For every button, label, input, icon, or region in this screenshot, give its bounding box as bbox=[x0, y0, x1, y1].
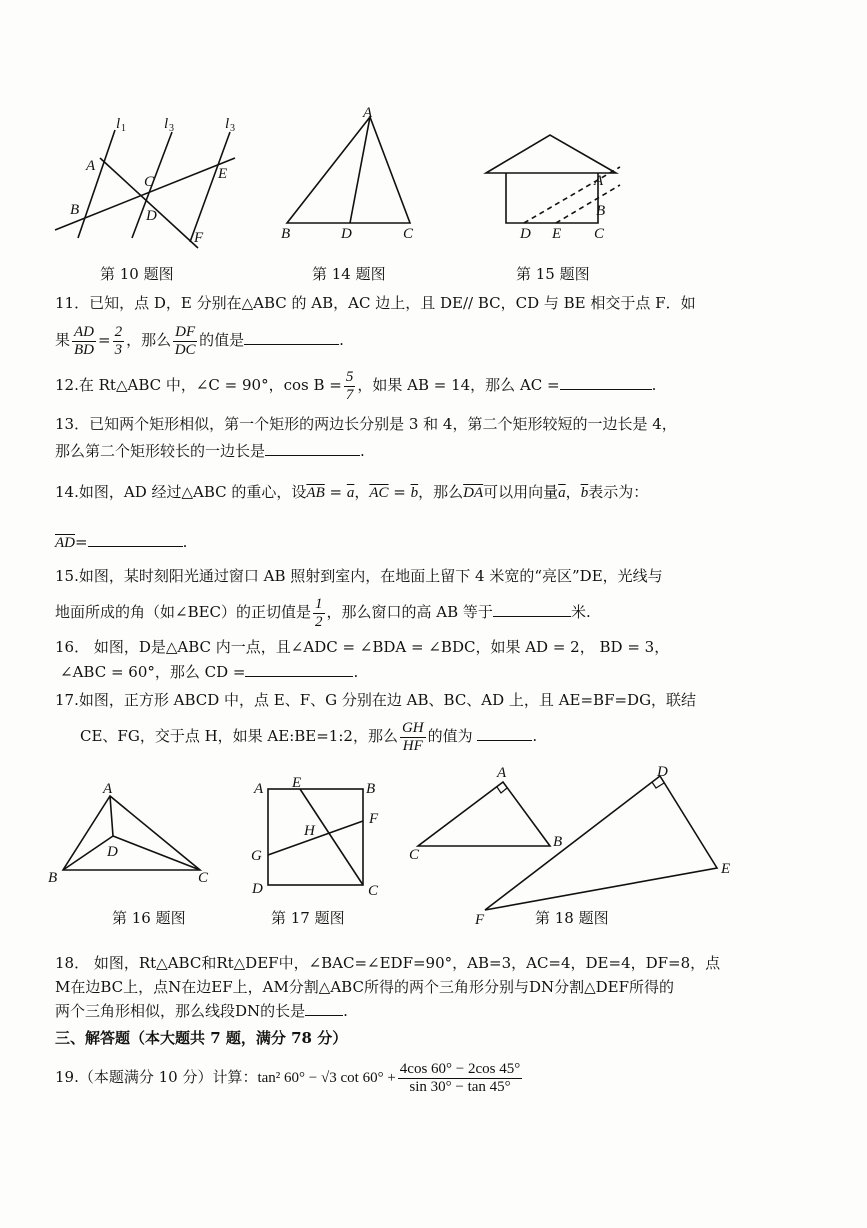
question-14-line1 bbox=[55, 482, 648, 503]
vector-a-2: $\overline{a}$ bbox=[558, 485, 566, 501]
q14-eq2: = bbox=[388, 483, 411, 501]
answer-blank-11[interactable] bbox=[244, 330, 339, 345]
fraction-five-sevenths bbox=[344, 369, 356, 404]
label-A: A bbox=[103, 781, 113, 797]
caption-figure-14: 第 14 题图 bbox=[312, 265, 386, 283]
fraction-two-thirds bbox=[113, 324, 125, 359]
light-ray-lower bbox=[556, 185, 620, 223]
vector-AD: $\overline{AD}$ bbox=[55, 535, 75, 551]
segment-bd bbox=[63, 836, 113, 870]
figure-10 bbox=[50, 110, 250, 250]
question-15-line2 bbox=[55, 592, 591, 632]
label-C: C bbox=[198, 870, 209, 886]
label-l1: l bbox=[116, 116, 121, 132]
q17-f-num: GH bbox=[401, 719, 424, 736]
section-3-heading: 三、解答题（本大题共 7 题，满分 78 分） bbox=[55, 1029, 348, 1047]
question-18-line1: 18． 如图，Rt△ABC和Rt△DEF中，∠BAC=∠EDF=90°，AB=3，AC=4，DE=4，DF=8，点 bbox=[55, 954, 721, 972]
segment-gf bbox=[268, 821, 363, 855]
question-17-line2 bbox=[80, 716, 537, 756]
q11-end: . bbox=[339, 331, 344, 349]
line-af-transversal bbox=[100, 158, 198, 248]
label-A: A bbox=[254, 781, 264, 797]
light-ray-upper bbox=[524, 167, 620, 223]
q19-text: 19.（本题满分 10 分）计算： bbox=[55, 1068, 258, 1086]
figure-16 bbox=[45, 778, 225, 888]
vector-a: $\overline{a}$ bbox=[346, 485, 355, 501]
label-E: E bbox=[721, 861, 731, 877]
segment-ad bbox=[110, 796, 113, 836]
label-l3: l bbox=[225, 116, 230, 132]
q14-text-a: 14.如图，AD 经过△ABC 的重心，设 bbox=[55, 483, 307, 501]
triangle-abc bbox=[287, 117, 410, 223]
q13-text: 那么第二个矩形较长的一边长是 bbox=[55, 442, 266, 460]
q14-text-d: ，那么 bbox=[418, 483, 464, 501]
triangle-def bbox=[485, 776, 717, 910]
question-11-line1: 11．已知，点 D，E 分别在△ABC 的 AB，AC 边上，且 DE// BC，CD 与 BE 相交于点 F．如 bbox=[55, 294, 696, 312]
question-16-line2 bbox=[60, 662, 358, 682]
q15-unit: 米. bbox=[570, 603, 591, 621]
vector-AB: $\overline{AB}$ bbox=[306, 485, 325, 501]
fraction-ad-bd bbox=[72, 324, 96, 359]
q13-end: . bbox=[360, 442, 365, 460]
q11-f3-den: DC bbox=[174, 341, 196, 358]
q18-end: . bbox=[343, 1002, 348, 1020]
triangle-abc bbox=[63, 796, 200, 870]
fraction-df-dc bbox=[173, 324, 197, 359]
label-C: C bbox=[368, 883, 379, 899]
label-D: D bbox=[520, 226, 531, 242]
answer-blank-15[interactable] bbox=[493, 602, 571, 617]
question-11-line2 bbox=[55, 320, 344, 360]
label-B: B bbox=[281, 226, 291, 242]
vector-DA: $\overline{DA}$ bbox=[463, 485, 484, 501]
label-E: E bbox=[552, 226, 562, 242]
right-angle-d bbox=[652, 782, 664, 788]
q14-text-f: ， bbox=[565, 483, 581, 501]
q12-f-den: 7 bbox=[345, 386, 354, 403]
q12-text-a: 12.在 Rt△ABC 中，∠C = 90°，cos B = bbox=[55, 376, 342, 394]
label-C: C bbox=[594, 226, 605, 242]
q11-f1-num: AD bbox=[74, 323, 95, 340]
label-A: A bbox=[497, 765, 507, 781]
q12-f-num: 5 bbox=[345, 368, 354, 385]
label-B: B bbox=[553, 834, 563, 850]
q15-f-num: 1 bbox=[315, 595, 323, 612]
label-A: A bbox=[86, 158, 96, 174]
figure-14 bbox=[275, 105, 425, 245]
question-13-line1: 13．已知两个矩形相似，第一个矩形的两边长分别是 3 和 4，第二个矩形较短的一边长是 4， bbox=[55, 415, 677, 433]
q12-text-b: ，如果 AB = 14，那么 AC = bbox=[357, 376, 560, 394]
question-18-line3 bbox=[55, 1001, 348, 1021]
label-F: F bbox=[475, 912, 485, 928]
question-17-line1: 17.如图，正方形 ABCD 中，点 E、F、G 分别在边 AB、BC、AD 上，且 AE=BF=DG，联结 bbox=[55, 691, 697, 709]
question-19 bbox=[55, 1056, 524, 1099]
q11-f2-den: 3 bbox=[114, 341, 123, 358]
q19-expression: tan² 60° − √3 cot 60° + bbox=[257, 1070, 396, 1086]
label-G: G bbox=[251, 848, 262, 864]
q11-post: 的值是 bbox=[199, 331, 245, 349]
label-D: D bbox=[252, 881, 263, 897]
q11-mid: ，那么 bbox=[126, 331, 172, 349]
caption-figure-18: 第 18 题图 bbox=[535, 909, 609, 927]
q14-end: . bbox=[182, 533, 188, 551]
figure-18 bbox=[405, 760, 745, 930]
vector-b: $\overline{b}$ bbox=[410, 485, 419, 501]
q11-eq: = bbox=[98, 331, 111, 349]
fraction-one-half bbox=[313, 596, 325, 631]
q15-text-a: 地面所成的角（如∠BEC）的正切值是 bbox=[55, 603, 312, 621]
q17-text-a: CE、FG，交于点 H，如果 AE:BE=1:2，那么 bbox=[80, 727, 398, 745]
figure-15 bbox=[480, 125, 630, 245]
label-l2-sub: 3 bbox=[169, 123, 174, 134]
label-B: B bbox=[48, 870, 58, 886]
q12-end: . bbox=[651, 376, 657, 394]
q17-text-b: 的值为 bbox=[427, 727, 473, 745]
q16-text: ∠ABC = 60°，那么 CD = bbox=[60, 663, 246, 681]
answer-blank-17[interactable] bbox=[477, 726, 532, 741]
right-angle-a bbox=[497, 787, 507, 793]
q14-eq3: = bbox=[75, 533, 88, 551]
q11-f2-num: 2 bbox=[114, 323, 123, 340]
label-l2: l bbox=[164, 116, 169, 132]
q14-text-e: 可以用向量 bbox=[483, 483, 559, 501]
answer-blank-14[interactable] bbox=[88, 532, 183, 547]
fraction-trig bbox=[398, 1061, 522, 1096]
caption-figure-17: 第 17 题图 bbox=[271, 909, 345, 927]
label-A: A bbox=[594, 173, 604, 189]
line-l3 bbox=[190, 132, 230, 242]
label-B: B bbox=[366, 781, 376, 797]
label-l3-sub: 3 bbox=[230, 123, 235, 134]
q15-text-b: ，那么窗口的高 AB 等于 bbox=[326, 603, 493, 621]
label-A: A bbox=[363, 105, 373, 121]
house-wall bbox=[506, 173, 598, 223]
question-13-line2 bbox=[55, 441, 365, 461]
label-F: F bbox=[194, 230, 204, 246]
label-B: B bbox=[70, 202, 80, 218]
label-D: D bbox=[107, 844, 118, 860]
figure-17 bbox=[245, 775, 390, 900]
triangle-abc bbox=[418, 782, 550, 846]
label-F: F bbox=[369, 811, 379, 827]
label-H: H bbox=[304, 823, 315, 839]
label-B: B bbox=[596, 203, 606, 219]
segment-ad bbox=[350, 117, 370, 223]
label-C: C bbox=[144, 174, 155, 190]
q14-text-g: 表示为： bbox=[588, 483, 649, 501]
question-16-line1: 16． 如图，D是△ABC 内一点，且∠ADC = ∠BDA = ∠BDC，如果 AD = 2， BD = 3， bbox=[55, 638, 670, 656]
vector-b-2: $\overline{b}$ bbox=[580, 485, 589, 501]
q11-f1-den: BD bbox=[74, 341, 95, 358]
question-14-line2 bbox=[55, 532, 187, 553]
label-D: D bbox=[341, 226, 352, 242]
label-l1-sub: 1 bbox=[121, 123, 126, 134]
answer-blank-13[interactable] bbox=[265, 441, 360, 456]
q19-f-num: 4cos 60° − 2cos 45° bbox=[399, 1060, 521, 1077]
segment-cd bbox=[113, 836, 200, 870]
q18-text: 两个三角形相似，那么线段DN的长是 bbox=[55, 1002, 306, 1020]
q14-eq1: = bbox=[324, 483, 347, 501]
label-E: E bbox=[292, 775, 302, 791]
fraction-gh-hf bbox=[400, 720, 426, 755]
roof bbox=[486, 135, 616, 173]
label-E: E bbox=[218, 166, 228, 182]
q15-f-den: 2 bbox=[315, 613, 323, 630]
q17-end: . bbox=[532, 727, 538, 745]
question-18-line2: M在边BC上，点N在边EF上，AM分割△ABC所得的两个三角形分别与DN分割△DEF所得的 bbox=[55, 978, 675, 996]
q17-f-den: HF bbox=[402, 737, 423, 754]
q19-f-den: sin 30° − tan 45° bbox=[409, 1078, 511, 1095]
answer-blank-12[interactable] bbox=[560, 375, 652, 390]
q11-pre: 果 bbox=[55, 331, 71, 349]
question-15-line1: 15.如图，某时刻阳光通过窗口 AB 照射到室内，在地面上留下 4 米宽的“亮区”DE，光线与 bbox=[55, 567, 663, 585]
square-abcd bbox=[268, 789, 363, 885]
answer-blank-18[interactable] bbox=[305, 1001, 343, 1016]
q11-f3-num: DF bbox=[175, 323, 196, 340]
label-D: D bbox=[146, 208, 157, 224]
label-C: C bbox=[409, 847, 420, 863]
line-l1 bbox=[78, 130, 115, 238]
answer-blank-16[interactable] bbox=[245, 662, 353, 677]
q16-end: . bbox=[353, 663, 359, 681]
label-D: D bbox=[657, 764, 668, 780]
label-C: C bbox=[403, 226, 414, 242]
caption-figure-15: 第 15 题图 bbox=[516, 265, 590, 283]
caption-figure-10: 第 10 题图 bbox=[100, 265, 174, 283]
caption-figure-16: 第 16 题图 bbox=[112, 909, 186, 927]
vector-AC: $\overline{AC}$ bbox=[369, 485, 389, 501]
question-12 bbox=[55, 365, 656, 405]
q14-text-c: ， bbox=[354, 483, 370, 501]
